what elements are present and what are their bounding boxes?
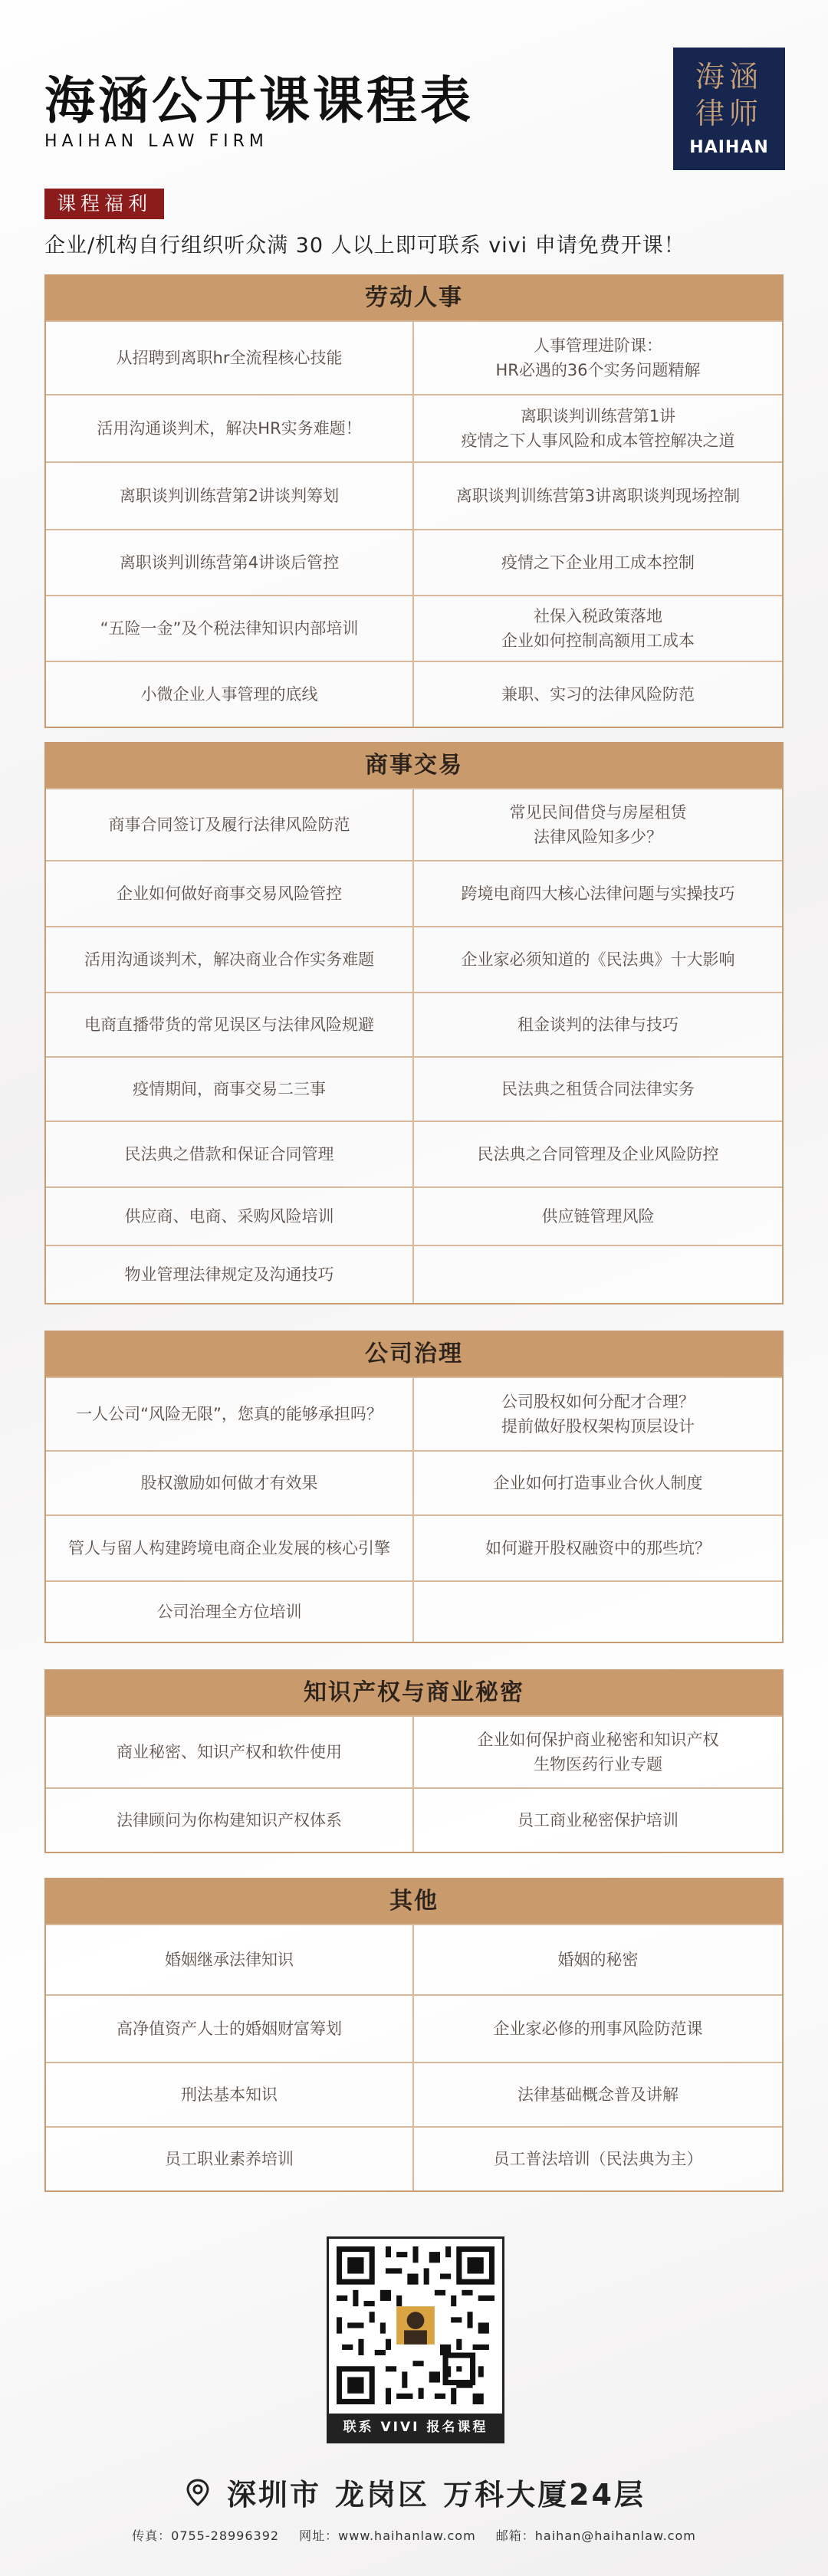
course-cell: 企业家必修的刑事风险防范课 bbox=[414, 1994, 782, 2062]
website-link[interactable]: 网址：www.haihanlaw.com bbox=[299, 2528, 476, 2543]
course-cell: 商业秘密、知识产权和软件使用 bbox=[46, 1715, 414, 1787]
course-cell: 婚姻的秘密 bbox=[414, 1924, 782, 1994]
logo-chinese-text: 海涵律师 bbox=[695, 60, 763, 130]
course-cell: 公司股权如何分配才合理？ 提前做好股权架构顶层设计 bbox=[414, 1377, 782, 1450]
course-cell: 员工商业秘密保护培训 bbox=[414, 1787, 782, 1852]
qr-code-card bbox=[327, 2236, 504, 2443]
course-cell: 刑法基本知识 bbox=[46, 2062, 414, 2126]
address-district: 龙岗区 bbox=[335, 2478, 430, 2512]
course-cell: 离职谈判训练营第1讲 疫情之下人事风险和成本管控解决之道 bbox=[414, 394, 782, 461]
course-cell: 商事合同签订及履行法律风险防范 bbox=[46, 788, 414, 860]
course-cell: 企业如何保护商业秘密和知识产权 生物医药行业专题 bbox=[414, 1715, 782, 1787]
course-cell: 婚姻继承法律知识 bbox=[46, 1924, 414, 1994]
logo-english-text: HAIHAN bbox=[689, 138, 769, 157]
course-cell: 一人公司“风险无限”，您真的能够承担吗？ bbox=[46, 1377, 414, 1450]
course-cell: “五险一金”及个税法律知识内部培训 bbox=[46, 595, 414, 661]
course-cell bbox=[414, 1580, 782, 1642]
course-cell: 从招聘到离职hr全流程核心技能 bbox=[46, 320, 414, 394]
course-cell: 兼职、实习的法律风险防范 bbox=[414, 661, 782, 727]
benefit-tag: 课程福利 bbox=[44, 189, 164, 219]
fax-text: 传真：0755-28996392 bbox=[132, 2528, 280, 2543]
section-title: 商事交易 bbox=[46, 743, 782, 788]
course-cell: 法律顾问为你构建知识产权体系 bbox=[46, 1787, 414, 1852]
course-cell: 离职谈判训练营第2讲谈判筹划 bbox=[46, 461, 414, 529]
course-cell: 企业如何做好商事交易风险管控 bbox=[46, 860, 414, 926]
address-building: 万科大厦24层 bbox=[443, 2478, 646, 2512]
course-cell: 疫情期间，商事交易二三事 bbox=[46, 1056, 414, 1121]
course-cell: 疫情之下企业用工成本控制 bbox=[414, 529, 782, 595]
course-cell: 租金谈判的法律与技巧 bbox=[414, 992, 782, 1056]
section-title: 其他 bbox=[46, 1879, 782, 1924]
course-cell: 物业管理法律规定及沟通技巧 bbox=[46, 1245, 414, 1303]
contact-line bbox=[0, 2526, 828, 2544]
firm-logo bbox=[673, 48, 785, 170]
course-cell: 如何避开股权融资中的那些坑？ bbox=[414, 1514, 782, 1580]
address-city: 深圳市 bbox=[227, 2478, 322, 2512]
section-labor bbox=[44, 274, 784, 728]
course-cell: 法律基础概念普及讲解 bbox=[414, 2062, 782, 2126]
course-cell: 跨境电商四大核心法律问题与实操技巧 bbox=[414, 860, 782, 926]
address-line bbox=[0, 2471, 828, 2513]
course-cell: 民法典之租赁合同法律实务 bbox=[414, 1056, 782, 1121]
course-cell: 管人与留人构建跨境电商企业发展的核心引擎 bbox=[46, 1514, 414, 1580]
course-cell: 小微企业人事管理的底线 bbox=[46, 661, 414, 727]
course-grid bbox=[46, 1924, 782, 2190]
qr-caption: 联系 VIVI 报名课程 bbox=[329, 2414, 502, 2441]
course-cell: 离职谈判训练营第3讲离职谈判现场控制 bbox=[414, 461, 782, 529]
course-cell: 离职谈判训练营第4讲谈后管控 bbox=[46, 529, 414, 595]
section-title: 知识产权与商业秘密 bbox=[46, 1671, 782, 1715]
course-cell: 企业如何打造事业合伙人制度 bbox=[414, 1450, 782, 1514]
course-cell: 公司治理全方位培训 bbox=[46, 1580, 414, 1642]
location-pin-icon bbox=[182, 2477, 213, 2508]
qr-code-image bbox=[337, 2246, 495, 2404]
course-cell: 活用沟通谈判术，解决HR实务难题！ bbox=[46, 394, 414, 461]
course-cell: 民法典之借款和保证合同管理 bbox=[46, 1121, 414, 1186]
course-cell: 活用沟通谈判术，解决商业合作实务难题 bbox=[46, 926, 414, 992]
course-cell: 股权激励如何做才有效果 bbox=[46, 1450, 414, 1514]
benefit-text: 企业/机构自行组织听众满 30 人以上即可联系 vivi 申请免费开课！ bbox=[44, 234, 685, 258]
course-cell: 高净值资产人士的婚姻财富筹划 bbox=[46, 1994, 414, 2062]
course-cell: 电商直播带货的常见误区与法律风险规避 bbox=[46, 992, 414, 1056]
course-grid bbox=[46, 1377, 782, 1642]
section-governance bbox=[44, 1331, 784, 1643]
course-grid bbox=[46, 788, 782, 1303]
course-cell: 常见民间借贷与房屋租赁 法律风险知多少？ bbox=[414, 788, 782, 860]
course-grid bbox=[46, 320, 782, 727]
course-grid bbox=[46, 1715, 782, 1852]
section-commercial bbox=[44, 742, 784, 1304]
course-cell: 人事管理进阶课： HR必遇的36个实务问题精解 bbox=[414, 320, 782, 394]
section-ip bbox=[44, 1669, 784, 1853]
page-subtitle: HAIHAN LAW FIRM bbox=[44, 132, 268, 151]
course-cell bbox=[414, 1245, 782, 1303]
section-other bbox=[44, 1878, 784, 2192]
page-title: 海涵公开课课程表 bbox=[44, 71, 474, 130]
course-cell: 供应商、电商、采购风险培训 bbox=[46, 1186, 414, 1245]
course-cell: 民法典之合同管理及企业风险防控 bbox=[414, 1121, 782, 1186]
course-cell: 社保入税政策落地 企业如何控制高额用工成本 bbox=[414, 595, 782, 661]
section-title: 公司治理 bbox=[46, 1332, 782, 1377]
email-link[interactable]: 邮箱：haihan@haihanlaw.com bbox=[495, 2528, 696, 2543]
course-cell: 员工职业素养培训 bbox=[46, 2126, 414, 2190]
section-title: 劳动人事 bbox=[46, 276, 782, 320]
course-cell: 企业家必须知道的《民法典》十大影响 bbox=[414, 926, 782, 992]
course-cell: 员工普法培训（民法典为主） bbox=[414, 2126, 782, 2190]
course-cell: 供应链管理风险 bbox=[414, 1186, 782, 1245]
